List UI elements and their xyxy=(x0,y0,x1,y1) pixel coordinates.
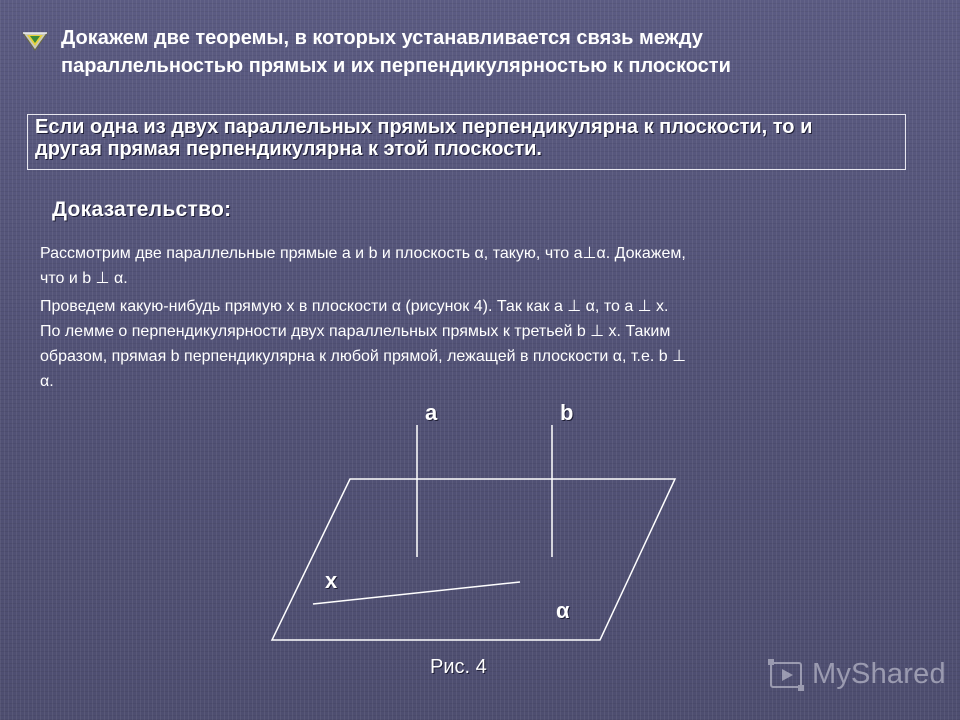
label-a: a xyxy=(425,400,438,425)
slide-title-line-1: Докажем две теоремы, в которых устанавливается связь между xyxy=(61,27,703,49)
myshared-watermark xyxy=(768,654,948,696)
figure-caption: Рис. 4 xyxy=(430,656,487,678)
theorem-line-1: Если одна из двух параллельных прямых перпендикулярна к плоскости, то и xyxy=(35,116,813,138)
proof-paragraph-2-line-4: α. xyxy=(40,373,54,390)
proof-paragraph-2-line-3: образом, прямая b перпендикулярна к любой прямой, лежащей в плоскости α, т.е. b ⊥ xyxy=(40,348,687,365)
myshared-logo-icon xyxy=(768,656,806,694)
watermark-text: MyShared xyxy=(812,658,946,690)
plane-alpha xyxy=(272,479,675,640)
proof-paragraph-1-line-2: что и b ⊥ α. xyxy=(40,270,128,287)
proof-heading: Доказательство: xyxy=(52,198,232,221)
label-x: x xyxy=(325,568,338,593)
label-b: b xyxy=(560,400,574,425)
proof-paragraph-2-line-2: По лемме о перпендикулярности двух параллельных прямых к третьей b ⊥ x. Таким xyxy=(40,323,671,340)
proof-paragraph-2-line-1: Проведем какую-нибудь прямую x в плоскости α (рисунок 4). Так как a ⊥ α, то a ⊥ x. xyxy=(40,298,669,315)
line-x xyxy=(313,582,520,604)
theorem-line-2: другая прямая перпендикулярна к этой плоскости. xyxy=(35,138,542,160)
proof-paragraph-1-line-1: Рассмотрим две параллельные прямые a и b и плоскость α, такую, что a⊥α. Докажем, xyxy=(40,245,686,262)
slide-title-line-2: параллельностью прямых и их перпендикулярностью к плоскости xyxy=(61,55,731,77)
label-alpha: α xyxy=(556,598,570,623)
